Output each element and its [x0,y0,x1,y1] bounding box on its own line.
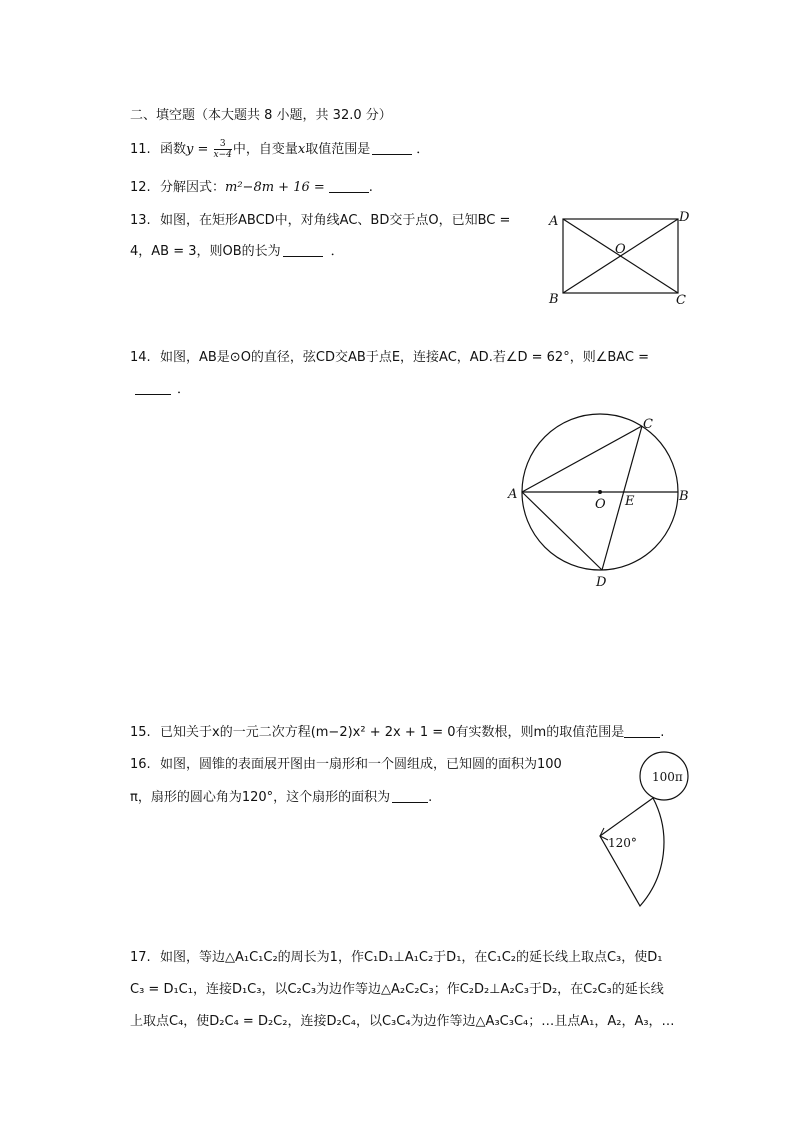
q17-text-line1: 如图，等边△A₁C₁C₂的周长为1，作C₁D₁⊥A₁C₂于D₁，在C₁C₂的延长线上取点C₃，使D₁ [160,950,663,965]
question-14-line-2 [135,378,190,397]
sector [600,798,664,906]
question-17-line-1 [130,946,663,965]
section-title: 二、填空题（本大题共 8 小题，共 32.0 分） [130,108,392,123]
question-number: 14. [130,350,151,365]
q13-text-line2: 4，AB = 3，则OB的长为 [130,244,281,259]
label-a: A [508,487,518,502]
question-16-line-1 [130,753,562,772]
label-b: B [549,292,559,307]
question-12 [130,176,373,195]
question-number: 15. [130,725,151,740]
question-number: 17. [130,950,151,965]
answer-blank[interactable] [283,244,323,257]
circle-figure [505,412,700,592]
q15-text: 已知关于x的一元二次方程(m−2)x² + 2x + 1 = 0有实数根，则m的取值范围是 [160,725,625,740]
central-angle-label: 120° [608,836,637,850]
q11-var-x: x [297,142,306,157]
q14-end: ． [177,382,191,397]
q16-text-line1: 如图，圆锥的表面展开图由一扇形和一个圆组成，已知圆的面积为100 [160,757,562,772]
question-15 [130,721,664,740]
label-c: C [676,293,686,307]
q13-text-line1: 如图，在矩形ABCD中，对角线AC、BD交于点O，已知BC = [160,213,511,228]
q11-frac-denominator: x−4 [213,150,232,160]
answer-blank[interactable] [624,725,660,738]
chord-ac [522,426,642,492]
q12-expression: m²−8m + 16 = [225,180,325,195]
answer-blank[interactable] [135,382,171,395]
q14-text-line1: 如图，AB是⊙O的直径，弦CD交AB于点E，连接AC，AD.若∠D = 62°，则∠BAC = [160,350,650,365]
question-number: 13. [130,213,151,228]
label-a: A [549,214,559,229]
chord-cd [602,426,642,570]
answer-blank[interactable] [329,180,369,193]
center-dot [598,490,602,494]
rectangle-figure [545,207,695,307]
label-e: E [625,494,635,509]
q16-text-line2: π，扇形的圆心角为120°，这个扇形的面积为 [130,790,391,805]
question-number: 16. [130,757,151,772]
q11-frac-numerator: 3 [214,139,232,150]
label-c: C [643,417,653,432]
cone-net-figure [590,748,700,913]
answer-blank[interactable] [372,142,412,155]
circle-area-label: 100π [652,770,683,784]
question-11 [130,138,429,160]
label-d: D [596,575,607,590]
label-d: D [679,210,690,225]
q16-end: . [428,790,433,805]
answer-blank[interactable] [392,790,428,803]
question-17-line-2 [130,978,664,997]
question-17-line-3 [130,1010,675,1029]
question-number: 12. [130,180,151,195]
q11-text-post: 取值范围是 [305,142,371,157]
q11-text-mid: 中，自变量 [232,142,298,157]
q13-end: ． [330,244,344,259]
q11-equals: = [193,142,213,157]
question-number: 11. [130,142,151,157]
q11-text-pre: 函数 [160,142,187,157]
question-14-line-1 [130,346,649,365]
question-16-line-2 [130,786,432,805]
question-13-line-2 [130,240,344,259]
q11-end: ． [416,142,430,157]
q17-text-line3: 上取点C₄，使D₂C₄ = D₂C₂，连接D₂C₄，以C₃C₄为边作等边△A₃C₃C₄；…且点A₁，A₂，A₃，… [130,1014,675,1029]
q12-text-pre: 分解因式： [160,180,226,195]
label-o: O [595,497,606,512]
q17-text-line2: C₃ = D₁C₁，连接D₁C₃，以C₂C₃为边作等边△A₂C₂C₃；作C₂D₂⊥A₂C₃于D₂，在C₂C₃的延长线 [130,982,664,997]
label-b: B [679,489,689,504]
chord-ad [522,492,602,570]
q11-fraction [214,139,232,160]
q12-end: . [368,180,373,195]
question-13-line-1 [130,209,510,228]
q11-var-y: y [186,142,194,157]
q15-end: . [660,725,665,740]
label-o: O [615,242,626,257]
